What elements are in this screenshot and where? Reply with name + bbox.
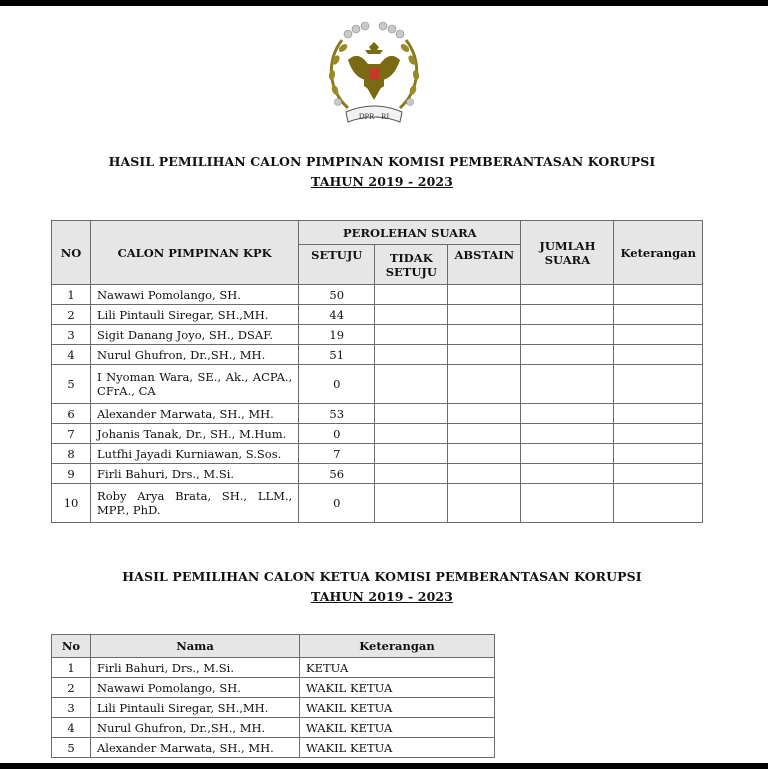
row-no: 9 bbox=[52, 464, 91, 484]
section1-subtitle: TAHUN 2019 - 2023 bbox=[311, 174, 453, 189]
row-keterangan bbox=[614, 345, 703, 365]
header-tidak-line1: TIDAK bbox=[389, 250, 433, 265]
row-name: Alexander Marwata, SH., MH. bbox=[91, 738, 300, 758]
dpr-ri-emblem-icon bbox=[318, 20, 430, 128]
header2-no: No bbox=[52, 635, 91, 658]
row-jumlah-suara bbox=[521, 424, 614, 444]
header-perolehan-suara: PEROLEHAN SUARA bbox=[299, 221, 521, 245]
row-jumlah-suara bbox=[521, 305, 614, 325]
row-jumlah-suara bbox=[521, 484, 614, 523]
row-no: 2 bbox=[52, 678, 91, 698]
row-setuju: 7 bbox=[299, 444, 375, 464]
row-candidate-name: Firli Bahuri, Drs., M.Si. bbox=[91, 464, 299, 484]
row-abstain bbox=[448, 345, 521, 365]
section2-subtitle: TAHUN 2019 - 2023 bbox=[311, 589, 453, 604]
row-jumlah-suara bbox=[521, 345, 614, 365]
row-tidak-setuju bbox=[375, 365, 448, 404]
header-tidak-line2: SETUJU bbox=[385, 264, 437, 279]
emblem-ribbon-text: DPR - RI bbox=[358, 112, 390, 121]
row-abstain bbox=[448, 325, 521, 345]
header2-keterangan: Keterangan bbox=[300, 635, 495, 658]
table-row bbox=[52, 678, 495, 698]
row-candidate-name: Lili Pintauli Siregar, SH.,MH. bbox=[91, 305, 299, 325]
row-tidak-setuju bbox=[375, 345, 448, 365]
row-jumlah-suara bbox=[521, 464, 614, 484]
row-tidak-setuju bbox=[375, 404, 448, 424]
row-keterangan bbox=[614, 305, 703, 325]
row-keterangan: WAKIL KETUA bbox=[300, 718, 495, 738]
row-abstain bbox=[448, 404, 521, 424]
row-abstain bbox=[448, 444, 521, 464]
row-no: 5 bbox=[52, 365, 91, 404]
row-keterangan: WAKIL KETUA bbox=[300, 738, 495, 758]
row-tidak-setuju bbox=[375, 325, 448, 345]
row-jumlah-suara bbox=[521, 404, 614, 424]
row-abstain bbox=[448, 365, 521, 404]
table-row bbox=[52, 444, 703, 464]
row-abstain bbox=[448, 464, 521, 484]
table-row bbox=[52, 484, 703, 523]
leadership-table bbox=[51, 634, 495, 758]
header-jumlah-suara bbox=[521, 221, 614, 285]
table-row bbox=[52, 325, 703, 345]
table-row bbox=[52, 305, 703, 325]
header-jumlah-line2: SUARA bbox=[544, 252, 591, 267]
table-row bbox=[52, 658, 495, 678]
header-keterangan: Keterangan bbox=[614, 221, 703, 285]
row-name: Firli Bahuri, Drs., M.Si. bbox=[91, 658, 300, 678]
row-no: 6 bbox=[52, 404, 91, 424]
row-candidate-name: Alexander Marwata, SH., MH. bbox=[91, 404, 299, 424]
row-candidate-name: Nurul Ghufron, Dr.,SH., MH. bbox=[91, 345, 299, 365]
row-setuju: 56 bbox=[299, 464, 375, 484]
row-abstain bbox=[448, 424, 521, 444]
table-row bbox=[52, 698, 495, 718]
row-candidate-name: Sigit Danang Joyo, SH., DSAF. bbox=[91, 325, 299, 345]
row-no: 7 bbox=[52, 424, 91, 444]
header-calon: CALON PIMPINAN KPK bbox=[91, 221, 299, 285]
row-keterangan bbox=[614, 484, 703, 523]
row-tidak-setuju bbox=[375, 305, 448, 325]
row-no: 4 bbox=[52, 718, 91, 738]
table-row bbox=[52, 345, 703, 365]
row-no: 2 bbox=[52, 305, 91, 325]
row-setuju: 51 bbox=[299, 345, 375, 365]
row-tidak-setuju bbox=[375, 444, 448, 464]
table-row bbox=[52, 285, 703, 305]
row-tidak-setuju bbox=[375, 285, 448, 305]
row-keterangan: KETUA bbox=[300, 658, 495, 678]
header-no: NO bbox=[52, 221, 91, 285]
row-keterangan: WAKIL KETUA bbox=[300, 678, 495, 698]
row-keterangan bbox=[614, 365, 703, 404]
row-setuju: 19 bbox=[299, 325, 375, 345]
row-keterangan bbox=[614, 404, 703, 424]
row-tidak-setuju bbox=[375, 484, 448, 523]
row-abstain bbox=[448, 285, 521, 305]
header2-nama: Nama bbox=[91, 635, 300, 658]
row-jumlah-suara bbox=[521, 444, 614, 464]
row-candidate-name: Lutfhi Jayadi Kurniawan, S.Sos. bbox=[91, 444, 299, 464]
row-setuju: 0 bbox=[299, 424, 375, 444]
table-row bbox=[52, 424, 703, 444]
section2-title: HASIL PEMILIHAN CALON KETUA KOMISI PEMBERANTASAN KORUPSI bbox=[122, 569, 642, 584]
row-keterangan bbox=[614, 285, 703, 305]
row-abstain bbox=[448, 305, 521, 325]
vote-results-table bbox=[51, 220, 703, 523]
row-tidak-setuju bbox=[375, 424, 448, 444]
row-jumlah-suara bbox=[521, 285, 614, 305]
row-tidak-setuju bbox=[375, 464, 448, 484]
row-no: 1 bbox=[52, 658, 91, 678]
document-page bbox=[0, 6, 768, 763]
row-no: 10 bbox=[52, 484, 91, 523]
row-candidate-name: Roby Arya Brata, SH., LLM., MPP., PhD. bbox=[91, 484, 299, 523]
row-keterangan bbox=[614, 325, 703, 345]
row-no: 5 bbox=[52, 738, 91, 758]
row-no: 3 bbox=[52, 325, 91, 345]
row-abstain bbox=[448, 484, 521, 523]
table-row bbox=[52, 404, 703, 424]
table-row bbox=[52, 718, 495, 738]
row-no: 8 bbox=[52, 444, 91, 464]
section1-title: HASIL PEMILIHAN CALON PIMPINAN KOMISI PEMBERANTASAN KORUPSI bbox=[108, 154, 656, 169]
table-row bbox=[52, 738, 495, 758]
header-setuju: SETUJU bbox=[299, 245, 375, 285]
row-keterangan bbox=[614, 464, 703, 484]
row-candidate-name: I Nyoman Wara, SE., Ak., ACPA., CFrA., CA bbox=[91, 365, 299, 404]
header-jumlah-line1: JUMLAH bbox=[539, 238, 596, 253]
row-keterangan bbox=[614, 424, 703, 444]
row-name: Nurul Ghufron, Dr.,SH., MH. bbox=[91, 718, 300, 738]
row-setuju: 0 bbox=[299, 484, 375, 523]
row-setuju: 44 bbox=[299, 305, 375, 325]
header-abstain: ABSTAIN bbox=[448, 245, 521, 285]
row-setuju: 50 bbox=[299, 285, 375, 305]
table-row bbox=[52, 365, 703, 404]
row-setuju: 53 bbox=[299, 404, 375, 424]
row-jumlah-suara bbox=[521, 325, 614, 345]
row-name: Lili Pintauli Siregar, SH.,MH. bbox=[91, 698, 300, 718]
row-no: 1 bbox=[52, 285, 91, 305]
row-keterangan bbox=[614, 444, 703, 464]
row-no: 4 bbox=[52, 345, 91, 365]
row-keterangan: WAKIL KETUA bbox=[300, 698, 495, 718]
row-name: Nawawi Pomolango, SH. bbox=[91, 678, 300, 698]
row-setuju: 0 bbox=[299, 365, 375, 404]
row-candidate-name: Nawawi Pomolango, SH. bbox=[91, 285, 299, 305]
row-no: 3 bbox=[52, 698, 91, 718]
row-candidate-name: Johanis Tanak, Dr., SH., M.Hum. bbox=[91, 424, 299, 444]
table-row bbox=[52, 464, 703, 484]
header-tidak-setuju bbox=[375, 245, 448, 285]
row-jumlah-suara bbox=[521, 365, 614, 404]
